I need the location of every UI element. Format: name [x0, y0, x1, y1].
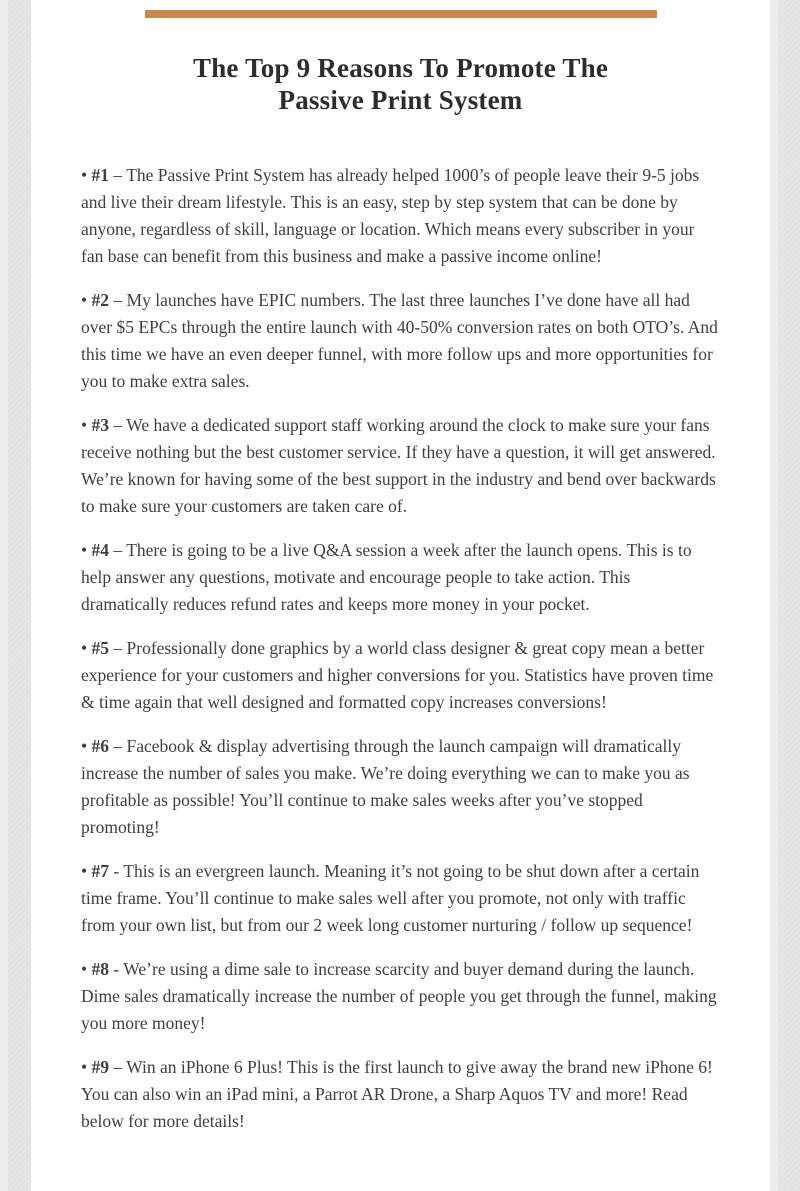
reason-number: #1: [91, 165, 110, 185]
reason-dash: –: [113, 540, 123, 560]
bullet-glyph: •: [81, 1057, 88, 1077]
page-title: [51, 52, 750, 116]
reason-dash: –: [113, 736, 123, 756]
reason-item-6: [81, 733, 721, 841]
content-card: [31, 0, 770, 1191]
reason-text: We’re using a dime sale to increase scarcity and buyer demand during the launch. Dime sales dramatically increase the number of people you get through the funnel, making you more money!: [81, 959, 717, 1033]
reason-text: Win an iPhone 6 Plus! This is the first launch to give away the brand new iPhone 6! You can also win an iPad mini, a Parrot AR Drone, a Sharp Aquos TV and more! Read below for more details!: [81, 1057, 713, 1131]
bullet-glyph: •: [81, 736, 88, 756]
reason-text: There is going to be a live Q&A session a week after the launch opens. This is to help answer any questions, motivate and encourage people to take action. This dramatically reduces refund rates and keeps more money in your pocket.: [81, 540, 692, 614]
reason-dash: –: [113, 1057, 123, 1077]
page-title-line2: Passive Print System: [278, 85, 523, 115]
reason-text: Professionally done graphics by a world class designer & great copy mean a better experience for your customers and higher conversions for you. Statistics have proven time & time again that well designed and formatted copy increases conversions!: [81, 638, 714, 712]
bullet-glyph: •: [81, 165, 88, 185]
bullet-glyph: •: [81, 540, 88, 560]
reason-number: #7: [91, 861, 110, 881]
reason-number: #9: [91, 1057, 110, 1077]
right-edge-strip: [770, 0, 778, 1191]
reason-text: This is an evergreen launch. Meaning it’s not going to be shut down after a certain time frame. You’ll continue to make sales well after you promote, not only with traffic from your own list, but from our 2 week long customer nurturing / follow up sequence!: [81, 861, 700, 935]
bullet-glyph: •: [81, 861, 88, 881]
reason-dash: -: [113, 861, 120, 881]
bullet-glyph: •: [81, 290, 88, 310]
reason-number: #5: [91, 638, 110, 658]
reason-dash: –: [113, 165, 123, 185]
reason-item-7: [81, 858, 721, 939]
page-title-line1: The Top 9 Reasons To Promote The: [193, 53, 608, 83]
reason-item-2: [81, 287, 721, 395]
reason-item-5: [81, 635, 721, 716]
left-edge-strip: [0, 0, 8, 1191]
reason-item-9: [81, 1054, 721, 1135]
reason-number: #6: [91, 736, 110, 756]
reason-number: #3: [91, 415, 110, 435]
reason-item-3: [81, 412, 721, 520]
reason-item-8: [81, 956, 721, 1037]
reason-text: My launches have EPIC numbers. The last three launches I’ve done have all had over $5 EPCs through the entire launch with 40-50% conversion rates on both OTO’s. And this time we have an even deeper funnel, with more follow ups and more opportunities for you to make extra sales.: [81, 290, 718, 391]
reason-text: The Passive Print System has already helped 1000’s of people leave their 9-5 jobs and live their dream lifestyle. This is an easy, step by step system that can be done by anyone, regardless of skill, language or location. Which means every subscriber in your fan base can benefit from this business and make a passive income online!: [81, 165, 700, 266]
accent-bar: [145, 10, 657, 18]
reason-dash: –: [113, 638, 123, 658]
reason-dash: –: [113, 290, 123, 310]
reason-number: #8: [91, 959, 110, 979]
bullet-glyph: •: [81, 959, 88, 979]
reason-text: Facebook & display advertising through the launch campaign will dramatically increase the number of sales you make. We’re doing everything we can to make you as profitable as possible! You’ll continue to make sales weeks after you’ve stopped promoting!: [81, 736, 690, 837]
reason-dash: -: [113, 959, 120, 979]
reason-text: We have a dedicated support staff working around the clock to make sure your fans receive nothing but the best customer service. If they have a question, it will get answered. We’re known for having some of the best support in the industry and bend over backwards to make sure your customers are taken care of.: [81, 415, 716, 516]
reason-number: #4: [91, 540, 110, 560]
reason-number: #2: [91, 290, 110, 310]
reasons-list: [81, 162, 721, 1135]
reason-dash: –: [113, 415, 123, 435]
reason-item-4: [81, 537, 721, 618]
bullet-glyph: •: [81, 638, 88, 658]
reason-item-1: [81, 162, 721, 270]
bullet-glyph: •: [81, 415, 88, 435]
